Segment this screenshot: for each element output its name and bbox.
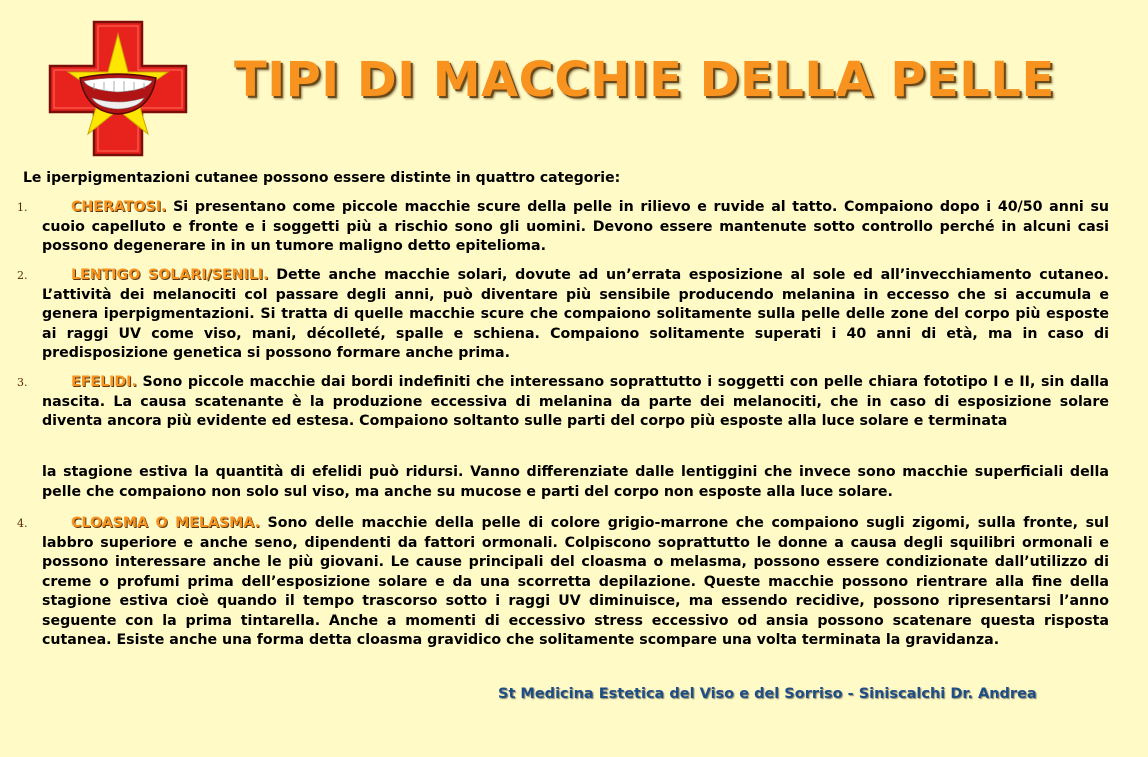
list-number: 2.	[17, 269, 28, 282]
page-title: TIPI DI MACCHIE DELLA PELLE	[234, 52, 1055, 108]
intro-text: Le iperpigmentazioni cutanee possono essere distinte in quattro categorie:	[23, 170, 621, 186]
list-number: 3.	[17, 376, 28, 389]
list-number: 4.	[17, 517, 28, 530]
item-text: Sono piccole macchie dai bordi indefiniti che interessano soprattutto i soggetti con pelle chiara fototipo I e II, sin dalla nascita. La causa scatenante è la produzione eccessiva di melanina da parte dei melanociti, che in caso di esposizione solare diventa ancora più evidente ed estesa. Compaiono soltanto sulle parti del corpo più esposte alla luce solare e terminata	[42, 374, 1109, 429]
list-item-efelidi-continuation	[42, 463, 1109, 502]
item-text: Dette anche macchie solari, dovute ad un’errata esposizione al sole ed all’invecchiamento cutaneo. L’attività dei melanociti col passare degli anni, può diventare più sensibile producendo melanina in eccesso che si accumula e genera iperpigmentazioni. Si tratta di quelle macchie scure che compaiono solitamente sulla pelle delle zone del corpo più esposte ai raggi UV come viso, mani, décolleté, spalle e schiena. Compaiono solitamente superati i 40 anni di età, ma in caso di predisposizione genetica si possono formare anche prima.	[42, 267, 1109, 361]
list-item-cloasma	[17, 514, 1109, 651]
list-item-efelidi	[17, 373, 1109, 432]
item-text: Si presentano come piccole macchie scure della pelle in rilievo e ruvide al tatto. Compaiono dopo i 40/50 anni su cuoio capelluto e fronte e i soggetti più a rischio sono gli uomini. Devono essere mantenute sotto controllo perché in alcuni casi possono degenerare in in un tumore maligno detto epitelioma.	[42, 199, 1109, 254]
item-text: Sono delle macchie della pelle di colore grigio-marrone che compaiono sugli zigomi, sulla fronte, sul labbro superiore e anche seno, dipendenti da fattori ormonali. Colpiscono soprattutto le donne a causa degli squilibri ormonali e possono interessare anche le più giovani. Le cause principali del cloasma o melasma, possono essere condizionate dall’utilizzo di creme o profumi prima dell’esposizione solare e da una scorretta depilazione. Queste macchie possono rientrare alla fine della stagione estiva cioè quando il tempo trascorso sotto i raggi UV diminuisce, ma essendo recidive, possono ripresentarsi l’anno seguente con la prima tintarella. Anche a momenti di eccessivo stress eccessivo od ansia possono scatenare questa risposta cutanea. Esiste anche una forma detta cloasma gravidico che solitamente scompare una volta terminata la gravidanza.	[42, 515, 1109, 648]
item-term: CHERATOSI.	[71, 199, 167, 215]
item-term: EFELIDI.	[71, 374, 137, 390]
list-item-cheratosi	[17, 198, 1109, 257]
item-term: CLOASMA O MELASMA.	[71, 515, 260, 531]
item-term: LENTIGO SOLARI/SENILI.	[71, 267, 269, 283]
list-item-lentigo	[17, 266, 1109, 364]
list-number: 1.	[17, 201, 28, 214]
item-text: la stagione estiva la quantità di efelidi può ridursi. Vanno differenziate dalle lentiggini che invece sono macchie superficiali della pelle che compaiono non solo sul viso, ma anche su mucose e parti del corpo non esposte alla luce solare.	[42, 464, 1109, 500]
footer-credit: St Medicina Estetica del Viso e del Sorriso - Siniscalchi Dr. Andrea	[498, 686, 1037, 702]
red-cross-smile-logo	[48, 20, 188, 157]
